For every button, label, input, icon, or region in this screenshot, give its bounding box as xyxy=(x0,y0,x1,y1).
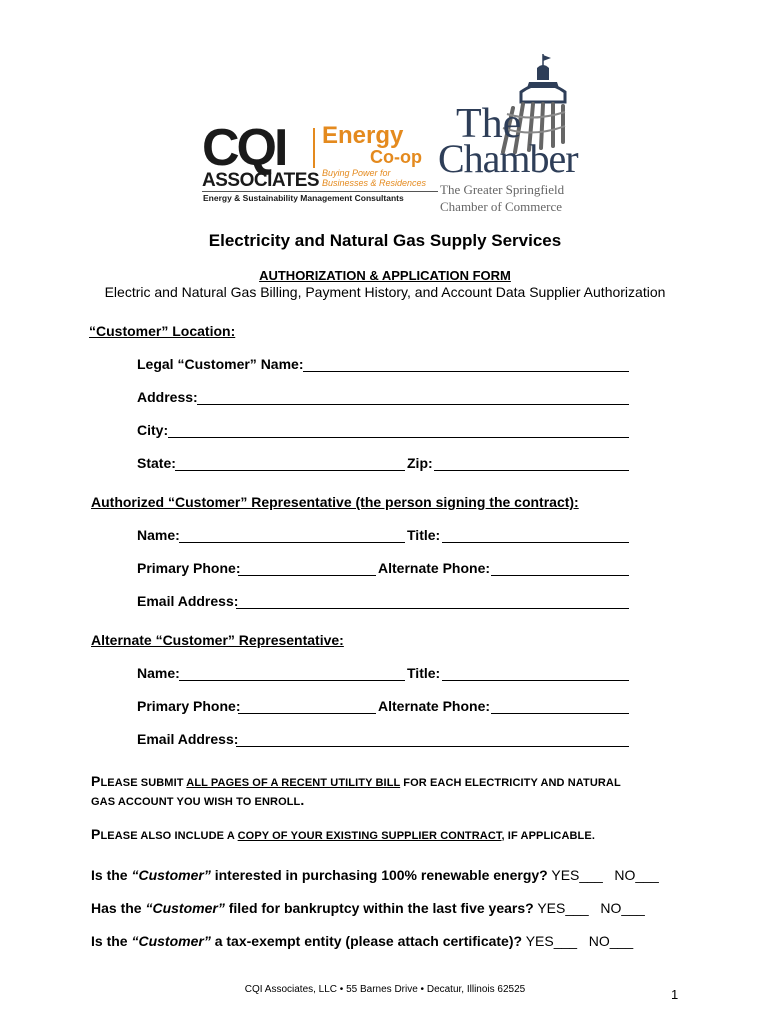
yes-no-answer[interactable]: YES___ NO___ xyxy=(537,900,645,916)
chamber-logo-line-1: The Greater Springfield xyxy=(440,182,565,197)
alt-alternate-phone-field[interactable] xyxy=(491,713,629,714)
alt-email-field[interactable] xyxy=(236,746,629,747)
zip-field[interactable] xyxy=(434,470,629,471)
page-title: Electricity and Natural Gas Supply Services xyxy=(208,231,562,250)
question-customer: “Customer” xyxy=(145,900,225,916)
notice-text: LEASE SUBMIT xyxy=(100,777,187,789)
footer-address: CQI Associates, LLC • 55 Barnes Drive • Decatur, Illinois 62525 xyxy=(244,984,526,995)
question-text: filed for bankruptcy within the last five years? xyxy=(224,900,534,916)
cqi-logo-rule xyxy=(202,191,438,192)
alt-title-label: Title: xyxy=(407,665,441,681)
chamber-logo-chamber: Chamber xyxy=(438,136,578,181)
customer-location-heading: “Customer” Location: xyxy=(89,323,236,339)
auth-email-label: Email Address: xyxy=(137,593,239,609)
alt-alternate-phone-label: Alternate Phone: xyxy=(378,698,491,714)
address-field[interactable] xyxy=(197,404,629,405)
supplier-contract-notice xyxy=(91,826,595,842)
auth-name-field[interactable] xyxy=(179,542,405,543)
chamber-logo xyxy=(438,52,578,218)
notice-initial: P xyxy=(91,826,101,842)
alt-title-field[interactable] xyxy=(442,680,629,681)
legal-name-label: Legal “Customer” Name: xyxy=(137,356,304,372)
alt-primary-phone-label: Primary Phone: xyxy=(137,698,241,714)
address-label: Address: xyxy=(137,389,198,405)
notice-underlined: ALL PAGES OF A RECENT UTILITY BILL xyxy=(186,777,401,789)
cqi-logo-text: CQI xyxy=(202,119,286,177)
notice-initial: P xyxy=(91,773,101,789)
zip-label: Zip: xyxy=(407,455,433,471)
question-text: Is the xyxy=(91,933,132,949)
notice-line-2-period: . xyxy=(300,792,305,808)
question-customer: “Customer” xyxy=(131,867,211,883)
auth-primary-phone-field[interactable] xyxy=(238,575,376,576)
question-text: Has the xyxy=(91,900,146,916)
city-field[interactable] xyxy=(168,437,629,438)
auth-email-field[interactable] xyxy=(236,608,629,609)
alternate-rep-heading: Alternate “Customer” Representative: xyxy=(91,632,344,648)
auth-primary-phone-label: Primary Phone: xyxy=(137,560,241,576)
notice-text-end: FOR EACH ELECTRICITY AND NATURAL xyxy=(400,777,621,789)
cqi-logo-subtitle: Energy & Sustainability Management Consultants xyxy=(203,193,404,203)
auth-name-label: Name: xyxy=(137,527,180,543)
cqi-logo-divider xyxy=(313,128,315,168)
question-customer: “Customer” xyxy=(131,933,211,949)
authorized-rep-heading: Authorized “Customer” Representative (the person signing the contract): xyxy=(91,494,579,510)
alt-name-field[interactable] xyxy=(179,680,405,681)
alt-email-label: Email Address: xyxy=(137,731,239,747)
utility-bill-notice-line-2 xyxy=(91,792,304,808)
renewable-question xyxy=(91,867,659,883)
tax-exempt-question xyxy=(91,933,633,949)
cqi-logo-tagline-1: Buying Power for xyxy=(322,168,391,178)
form-title: AUTHORIZATION & APPLICATION FORM xyxy=(259,268,511,283)
legal-name-field[interactable] xyxy=(303,371,629,372)
utility-bill-notice xyxy=(91,773,621,789)
alt-name-label: Name: xyxy=(137,665,180,681)
cqi-logo-associates: ASSOCIATES xyxy=(202,170,320,191)
state-label: State: xyxy=(137,455,176,471)
cqi-logo-tagline-2: Businesses & Residences xyxy=(322,178,427,188)
page-number: 1 xyxy=(671,987,679,1002)
state-field[interactable] xyxy=(175,470,405,471)
cqi-logo-coop: Co-op xyxy=(370,147,422,167)
question-text: a tax-exempt entity (please attach certificate)? xyxy=(210,933,523,949)
question-text: Is the xyxy=(91,867,132,883)
cqi-logo xyxy=(200,120,440,215)
yes-no-answer[interactable]: YES___ NO___ xyxy=(551,867,659,883)
bankruptcy-question xyxy=(91,900,645,916)
question-text: interested in purchasing 100% renewable energy? xyxy=(210,867,548,883)
notice-text: LEASE ALSO INCLUDE A xyxy=(100,830,238,842)
cqi-logo-energy: Energy xyxy=(322,122,404,149)
chamber-logo-line-2: Chamber of Commerce xyxy=(440,199,563,214)
alt-primary-phone-field[interactable] xyxy=(238,713,376,714)
notice-line-2-text: GAS ACCOUNT YOU WISH TO ENROLL xyxy=(91,796,301,808)
yes-no-answer[interactable]: YES___ NO___ xyxy=(525,933,634,949)
notice-underlined: COPY OF YOUR EXISTING SUPPLIER CONTRACT xyxy=(237,830,502,842)
auth-alternate-phone-field[interactable] xyxy=(491,575,629,576)
auth-title-label: Title: xyxy=(407,527,441,543)
auth-title-field[interactable] xyxy=(442,542,629,543)
chamber-logo-the: The xyxy=(456,101,522,147)
city-label: City: xyxy=(137,422,169,438)
auth-alternate-phone-label: Alternate Phone: xyxy=(378,560,491,576)
form-subtitle: Electric and Natural Gas Billing, Payment History, and Account Data Supplier Authorization xyxy=(104,284,666,300)
notice-text-end: , IF APPLICABLE. xyxy=(501,830,595,842)
